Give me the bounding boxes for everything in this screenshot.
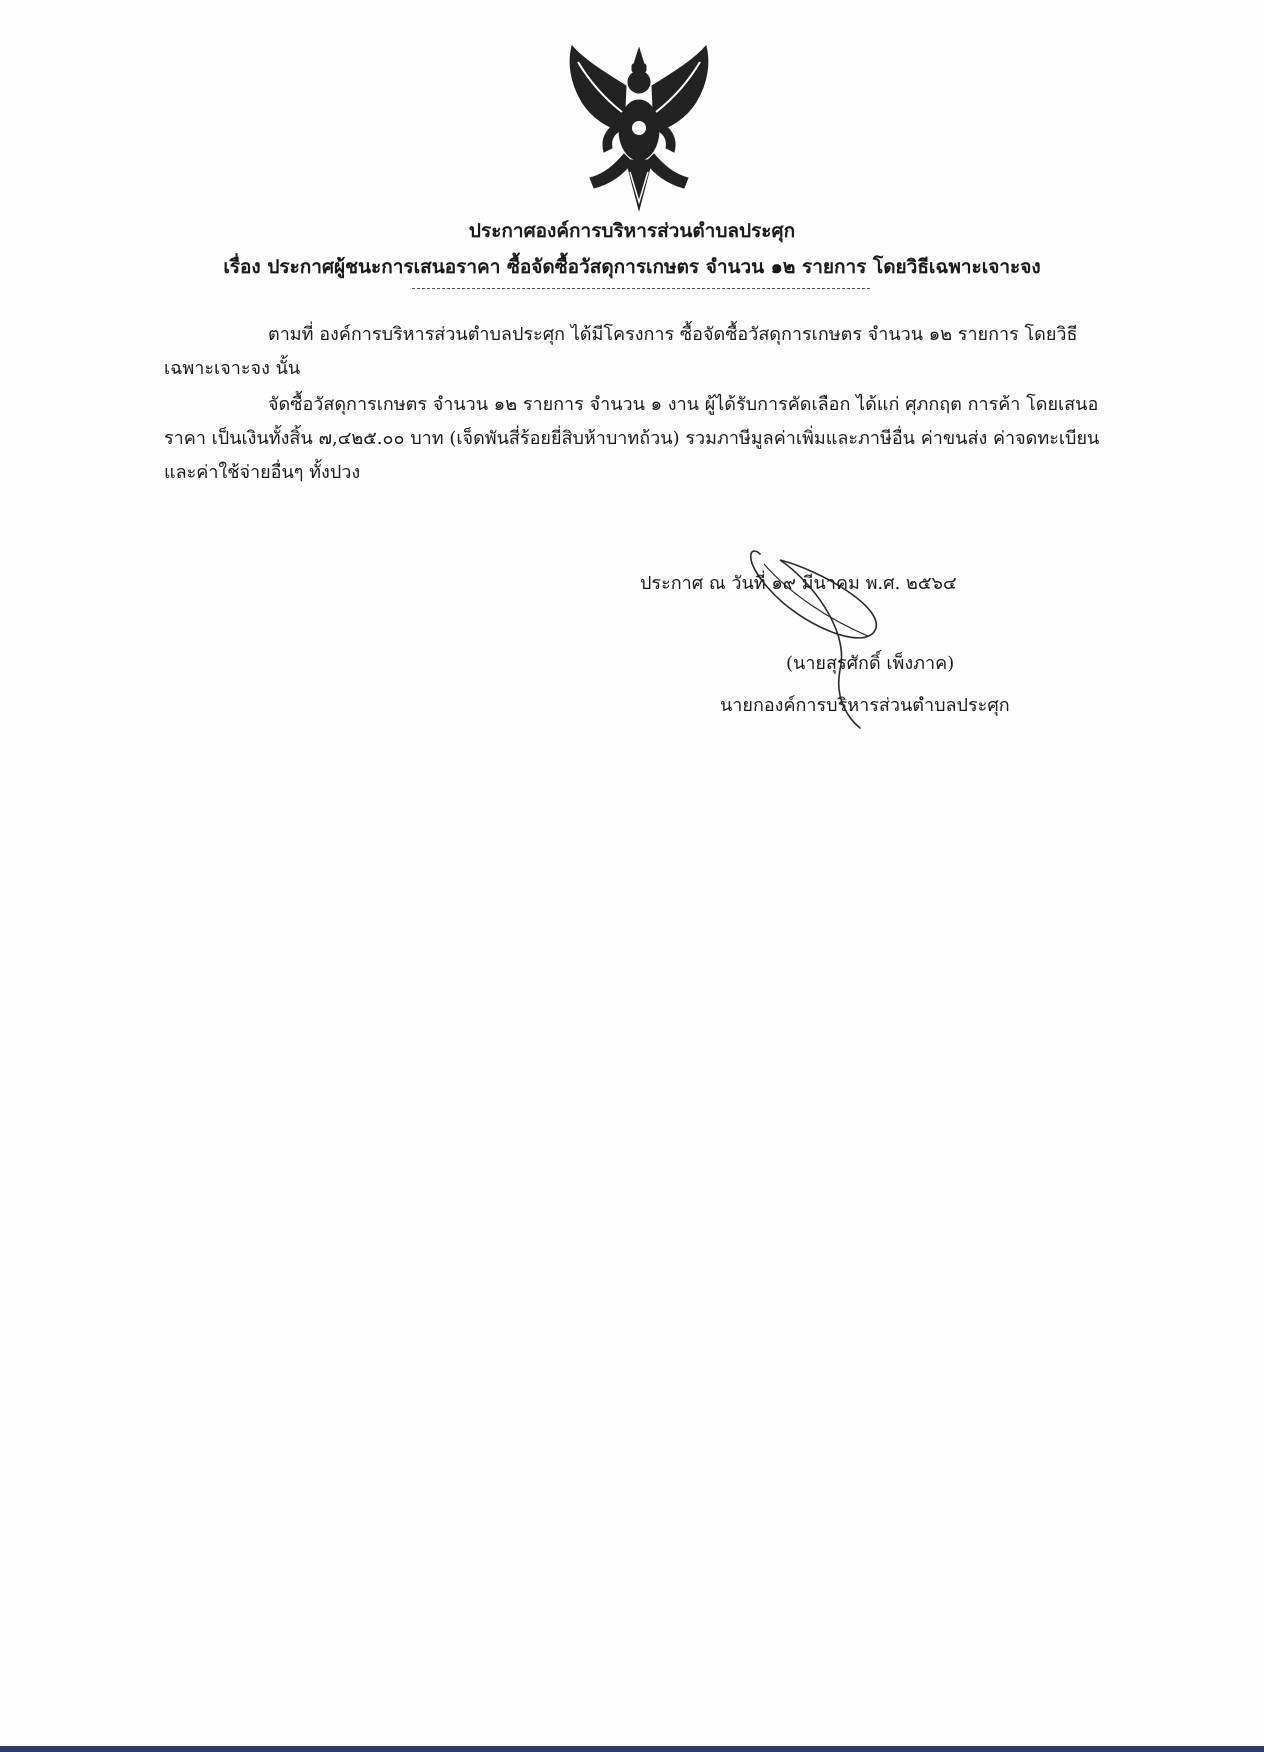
scan-bottom-edge bbox=[0, 1746, 1264, 1752]
document-subject: เรื่อง ประกาศผู้ชนะการเสนอราคา ซื้อจัดซื้อวัสดุการเกษตร จำนวน ๑๒ รายการ โดยวิธีเฉพาะเจาะจง bbox=[223, 256, 1041, 278]
signatory-name: (นายสุรศักดิ์ เพ็งภาค) bbox=[786, 653, 955, 674]
document-title: ประกาศองค์การบริหารส่วนตำบลประศุก bbox=[468, 220, 796, 242]
announcement-date: ประกาศ ณ วันที่ ๑๙ มีนาคม พ.ศ. ๒๕๖๔ bbox=[640, 573, 957, 594]
handwritten-signature bbox=[740, 540, 910, 730]
title-divider bbox=[412, 288, 870, 289]
garuda-emblem-icon bbox=[564, 42, 714, 212]
signatory-position: นายกองค์การบริหารส่วนตำบลประศุก bbox=[720, 695, 1010, 716]
body-paragraph-1: ตามที่ องค์การบริหารส่วนตำบลประศุก ได้มีโครงการ ซื้อจัดซื้อวัสดุการเกษตร จำนวน ๑๒ รายการ โดยวิธีเฉพาะเจาะจง นั้น bbox=[164, 324, 1078, 379]
body-paragraph-2: จัดซื้อวัสดุการเกษตร จำนวน ๑๒ รายการ จำนวน ๑ งาน ผู้ได้รับการคัดเลือก ได้แก่ ศุภกฤต การค้า โดยเสนอราคา เป็นเงินทั้งสิ้น ๗,๔๒๕.๐๐ บาท (เจ็ดพันสี่ร้อยยี่สิบห้าบาทถ้วน) รวมภาษีมูลค่าเพิ่มและภาษีอื่น ค่าขนส่ง ค่าจดทะเบียน และค่าใช้จ่ายอื่นๆ ทั้งปวง bbox=[164, 394, 1100, 483]
